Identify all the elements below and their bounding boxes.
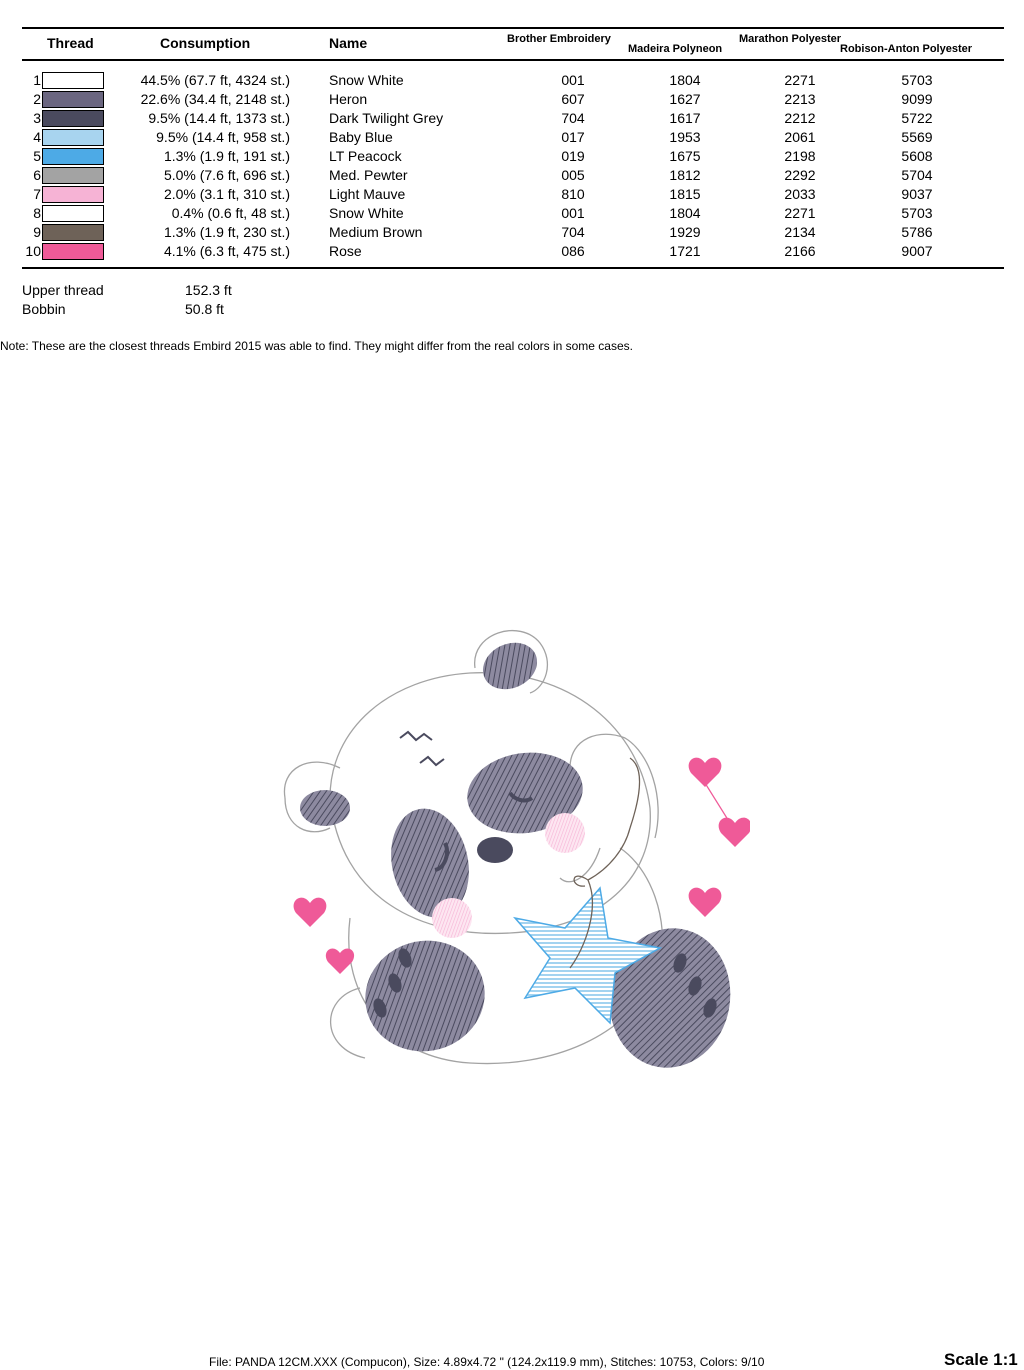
madeira-code: 1627 — [669, 91, 701, 107]
table-row — [0, 185, 1024, 204]
brother-code: 001 — [561, 205, 585, 221]
thread-number: 3 — [33, 110, 41, 126]
brother-code: 704 — [561, 224, 585, 240]
header-consumption: Consumption — [160, 35, 251, 51]
thread-color-swatch — [42, 167, 104, 184]
thread-name: Snow White — [329, 205, 404, 221]
brother-code: 086 — [561, 243, 585, 259]
brother-code: 704 — [561, 110, 585, 126]
madeira-code: 1953 — [669, 129, 701, 145]
thread-name: Medium Brown — [329, 224, 423, 240]
thread-consumption: 2.0% (3.1 ft, 310 st.) — [163, 186, 290, 202]
brother-code: 005 — [561, 167, 585, 183]
marathon-code: 2061 — [784, 129, 816, 145]
bobbin-label: Bobbin — [22, 301, 66, 317]
robison-code: 5722 — [901, 110, 933, 126]
thread-consumption: 9.5% (14.4 ft, 958 st.) — [156, 129, 290, 145]
table-row — [0, 128, 1024, 147]
thread-name: Dark Twilight Grey — [329, 110, 444, 126]
brother-code: 810 — [561, 186, 585, 202]
thread-color-swatch — [42, 72, 104, 89]
robison-code: 9037 — [901, 186, 933, 202]
thread-consumption: 1.3% (1.9 ft, 191 st.) — [163, 148, 290, 164]
madeira-code: 1929 — [669, 224, 701, 240]
thread-color-swatch — [42, 186, 104, 203]
thread-match-note: Note: These are the closest threads Embird 2015 was able to find. They might differ from the real colors in some cases. — [0, 339, 633, 353]
madeira-code: 1721 — [669, 243, 701, 259]
thread-color-swatch — [42, 205, 104, 222]
madeira-code: 1815 — [669, 186, 701, 202]
table-row — [0, 204, 1024, 223]
madeira-code: 1617 — [669, 110, 701, 126]
thread-color-swatch — [42, 91, 104, 108]
marathon-code: 2271 — [784, 72, 816, 88]
panda-embroidery-image — [270, 618, 750, 1088]
table-row — [0, 223, 1024, 242]
brother-code: 017 — [561, 129, 585, 145]
upper-thread-label: Upper thread — [22, 282, 104, 298]
thread-consumption: 4.1% (6.3 ft, 475 st.) — [163, 243, 290, 259]
thread-consumption: 22.6% (34.4 ft, 2148 st.) — [140, 91, 290, 107]
scale-label: Scale 1:1 — [944, 1350, 1018, 1369]
brother-code: 019 — [561, 148, 585, 164]
thread-consumption: 1.3% (1.9 ft, 230 st.) — [163, 224, 290, 240]
thread-number: 8 — [33, 205, 41, 221]
thread-color-swatch — [42, 110, 104, 127]
table-row — [0, 147, 1024, 166]
madeira-code: 1804 — [669, 72, 701, 88]
thread-number: 4 — [33, 129, 41, 145]
thread-consumption: 9.5% (14.4 ft, 1373 st.) — [148, 110, 290, 126]
table-top-rule — [22, 27, 1004, 29]
thread-name: Med. Pewter — [329, 167, 408, 183]
robison-code: 5608 — [901, 148, 933, 164]
thread-name: LT Peacock — [329, 148, 402, 164]
table-bottom-rule — [22, 267, 1004, 269]
brother-code: 607 — [561, 91, 585, 107]
upper-thread-value: 152.3 ft — [185, 282, 232, 298]
marathon-code: 2033 — [784, 186, 816, 202]
table-row — [0, 166, 1024, 185]
header-robison: Robison-Anton Polyester — [840, 43, 973, 55]
marathon-code: 2292 — [784, 167, 816, 183]
madeira-code: 1804 — [669, 205, 701, 221]
thread-color-swatch — [42, 148, 104, 165]
bobbin-value: 50.8 ft — [185, 301, 224, 317]
robison-code: 5786 — [901, 224, 933, 240]
thread-color-swatch — [42, 129, 104, 146]
marathon-code: 2134 — [784, 224, 816, 240]
thread-consumption: 44.5% (67.7 ft, 4324 st.) — [140, 72, 290, 88]
thread-name: Light Mauve — [329, 186, 406, 202]
thread-name: Rose — [329, 243, 362, 259]
thread-number: 7 — [33, 186, 41, 202]
table-row — [0, 90, 1024, 109]
brother-code: 001 — [561, 72, 585, 88]
thread-color-swatch — [42, 243, 104, 260]
thread-color-swatch — [42, 224, 104, 241]
header-marathon: Marathon Polyester — [739, 33, 842, 45]
thread-number: 10 — [25, 243, 41, 259]
table-row — [0, 242, 1024, 261]
madeira-code: 1675 — [669, 148, 701, 164]
file-info-footer: File: PANDA 12CM.XXX (Compucon), Size: 4.89x4.72 " (124.2x119.9 mm), Stitches: 10753, Colors: 9/10 — [209, 1355, 765, 1369]
table-row — [0, 109, 1024, 128]
robison-code: 9099 — [901, 91, 933, 107]
table-header-rule — [22, 59, 1004, 61]
robison-code: 5703 — [901, 205, 933, 221]
header-thread: Thread — [47, 35, 94, 51]
marathon-code: 2166 — [784, 243, 816, 259]
thread-name: Baby Blue — [329, 129, 393, 145]
header-brother: Brother Embroidery — [507, 33, 611, 45]
thread-number: 5 — [33, 148, 41, 164]
marathon-code: 2213 — [784, 91, 816, 107]
thread-number: 6 — [33, 167, 41, 183]
thread-consumption: 5.0% (7.6 ft, 696 st.) — [163, 167, 290, 183]
header-name: Name — [329, 35, 368, 51]
marathon-code: 2271 — [784, 205, 816, 221]
header-madeira: Madeira Polyneon — [628, 43, 723, 55]
robison-code: 5704 — [901, 167, 933, 183]
marathon-code: 2212 — [784, 110, 816, 126]
thread-name: Heron — [329, 91, 368, 107]
marathon-code: 2198 — [784, 148, 816, 164]
table-row — [0, 71, 1024, 90]
thread-name: Snow White — [329, 72, 404, 88]
thread-number: 1 — [33, 72, 41, 88]
madeira-code: 1812 — [669, 167, 701, 183]
robison-code: 5703 — [901, 72, 933, 88]
thread-number: 9 — [33, 224, 41, 240]
thread-consumption: 0.4% (0.6 ft, 48 st.) — [171, 205, 290, 221]
robison-code: 9007 — [901, 243, 933, 259]
robison-code: 5569 — [901, 129, 933, 145]
thread-number: 2 — [33, 91, 41, 107]
